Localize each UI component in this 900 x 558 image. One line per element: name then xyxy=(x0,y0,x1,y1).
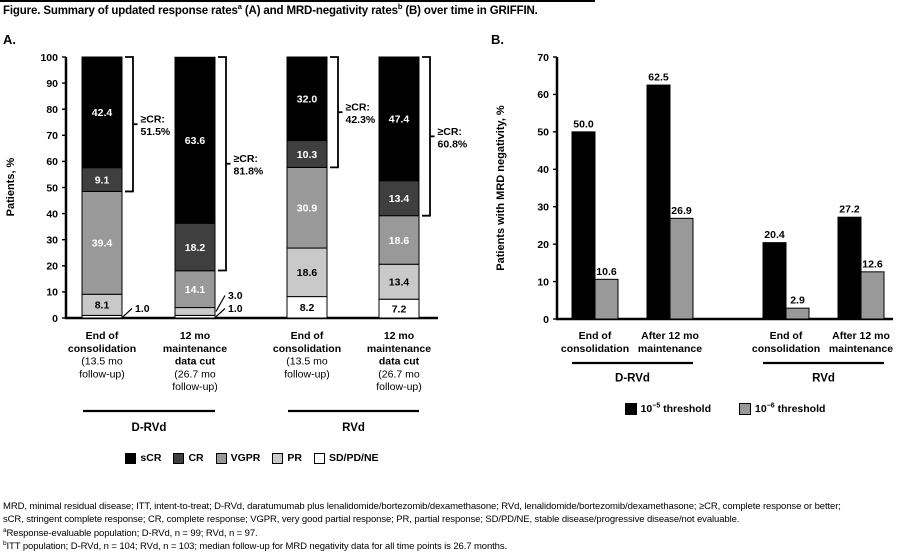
bar-value-label: 10.6 xyxy=(596,265,617,278)
y-tick-label: 10 xyxy=(537,276,549,289)
legend-label: CR xyxy=(188,452,204,464)
legend-item-SD-PD-NE xyxy=(314,452,379,464)
superscript: a xyxy=(3,526,7,534)
x-tick-label: End of xyxy=(578,330,612,342)
cr-bracket xyxy=(330,57,338,167)
bar-value-label: 26.9 xyxy=(671,204,692,217)
x-tick-label: 12 mo xyxy=(383,330,415,342)
superscript: a xyxy=(237,2,242,12)
cr-bracket-label: ≥CR: xyxy=(345,101,370,114)
cr-bracket-label: 42.3% xyxy=(345,114,376,127)
bar-1-series-1 xyxy=(670,218,693,319)
y-tick-label: 60 xyxy=(537,89,549,102)
y-tick-label: 40 xyxy=(46,208,58,221)
x-tick-label: data cut xyxy=(378,355,420,368)
panel-a-chart xyxy=(0,30,480,480)
group-label: D-RVd xyxy=(615,372,650,385)
y-tick-label: 0 xyxy=(543,313,549,326)
y-tick-label: 50 xyxy=(46,182,58,195)
bar-0-series-0 xyxy=(572,132,595,319)
x-tick-label: (26.7 mo xyxy=(378,368,420,381)
x-tick-label: consolidation xyxy=(560,342,630,355)
segment-value-label: 63.6 xyxy=(184,135,206,148)
group-label: D-RVd xyxy=(131,422,167,434)
legend-item-threshold-2 xyxy=(739,403,825,415)
cr-bracket-label: ≥CR: xyxy=(140,113,165,126)
bar-1-segment-PR xyxy=(175,308,215,316)
x-tick-label: After 12 mo xyxy=(641,330,699,342)
legend-item-CR xyxy=(173,452,203,464)
segment-value-label: 14.1 xyxy=(184,283,206,296)
x-tick-label: follow-up) xyxy=(284,368,330,381)
y-tick-label: 50 xyxy=(537,126,549,139)
legend-swatch xyxy=(625,403,637,415)
bar-3-series-0 xyxy=(838,217,861,319)
bar-value-label: 20.4 xyxy=(764,229,785,242)
segment-value-label: 18.2 xyxy=(184,241,206,254)
x-tick-label: 12 mo xyxy=(179,330,211,342)
x-tick-label: End of xyxy=(769,330,803,342)
x-tick-label: follow-up) xyxy=(376,381,422,394)
segment-value-label: 18.6 xyxy=(388,234,410,247)
y-tick-label: 70 xyxy=(537,51,549,64)
legend-swatch xyxy=(272,453,283,464)
y-tick-label: 90 xyxy=(46,77,58,90)
legend-label: sCR xyxy=(140,452,162,464)
x-tick-label: maintenance xyxy=(366,342,432,355)
x-tick-label: After 12 mo xyxy=(832,330,890,342)
x-tick-label: (13.5 mo xyxy=(286,355,328,368)
panel-b-label: B. xyxy=(491,32,504,47)
bar-value-label: 62.5 xyxy=(648,71,669,84)
y-tick-label: 100 xyxy=(40,51,58,64)
legend-swatch xyxy=(739,403,751,415)
y-axis-title: Patients, % xyxy=(5,157,17,217)
x-tick-label: (13.5 mo xyxy=(81,355,123,368)
bar-0-series-1 xyxy=(595,279,618,319)
segment-value-label: 13.4 xyxy=(388,193,410,206)
outside-value-label: 1.0 xyxy=(228,303,243,315)
panel-a-legend xyxy=(66,452,438,464)
segment-value-label: 7.2 xyxy=(391,303,407,316)
superscript: b xyxy=(397,2,403,12)
legend-label: $10^{-6}$ threshold xyxy=(755,402,826,415)
bar-value-label: 12.6 xyxy=(862,258,883,271)
leader-line xyxy=(123,309,132,317)
segment-value-label: 8.2 xyxy=(299,302,315,315)
legend-label: VGPR xyxy=(230,452,261,464)
legend-swatch xyxy=(173,453,184,464)
cr-bracket xyxy=(422,57,430,216)
legend-swatch xyxy=(125,453,136,464)
y-tick-label: 70 xyxy=(46,130,58,143)
x-tick-label: (26.7 mo xyxy=(174,368,216,381)
y-tick-label: 0 xyxy=(52,312,58,325)
x-tick-label: data cut xyxy=(174,355,216,368)
cr-bracket xyxy=(218,57,226,270)
y-tick-label: 30 xyxy=(46,234,58,247)
figure-title: Figure. Summary of updated response rates$^a$ (A) and MRD-negativity rates$^b$ (B) over time in GRIFFIN. xyxy=(3,2,538,17)
legend-item-VGPR xyxy=(216,452,261,464)
bar-2-series-0 xyxy=(763,243,786,319)
segment-value-label: 39.4 xyxy=(91,237,113,250)
bar-value-label: 27.2 xyxy=(839,203,860,216)
x-tick-label: consolidation xyxy=(751,342,821,355)
cr-bracket-label: ≥CR: xyxy=(437,125,462,138)
footnote-line-1: MRD, minimal residual disease; ITT, intent-to-treat; D-RVd, daratumumab plus lenalidomide/bortezomib/dexamethasone; RVd, lenalidomide/bortezomib/dexamethasone; ≥CR, complete response or better; xyxy=(3,501,841,512)
superscript: −6 xyxy=(766,402,775,410)
cr-bracket xyxy=(125,57,133,191)
segment-value-label: 32.0 xyxy=(296,93,318,106)
x-tick-label: follow-up) xyxy=(172,381,218,394)
y-tick-label: 20 xyxy=(46,260,58,273)
y-tick-label: 60 xyxy=(46,156,58,169)
group-label: RVd xyxy=(342,422,365,434)
cr-bracket-label: 51.5% xyxy=(140,126,171,139)
outside-value-label: 3.0 xyxy=(228,290,243,302)
legend-label: SD/PD/NE xyxy=(328,452,379,464)
superscript: −5 xyxy=(652,402,661,410)
outside-value-label: 1.0 xyxy=(135,303,150,315)
segment-value-label: 18.6 xyxy=(296,267,318,280)
x-tick-label: maintenance xyxy=(637,342,703,355)
bar-1-series-0 xyxy=(647,85,670,319)
x-tick-label: follow-up) xyxy=(79,368,125,381)
x-tick-label: consolidation xyxy=(272,342,342,355)
y-tick-label: 20 xyxy=(537,238,549,251)
x-tick-label: End of xyxy=(290,330,324,342)
footnote-line-4: $^b$ITT population; D-RVd, n = 104; RVd, n = 103; median follow-up for MRD negativity data for all time points is 26.7 months. xyxy=(3,540,508,553)
footnote-line-3: $^a$Response-evaluable population; D-RVd, n = 99; RVd, n = 97. xyxy=(3,526,258,539)
y-axis-title: Patients with MRD negativity, % xyxy=(495,105,507,271)
segment-value-label: 42.4 xyxy=(91,107,113,120)
cr-bracket-label: 60.8% xyxy=(437,138,468,151)
legend-label: $10^{-5}$ threshold xyxy=(640,402,711,415)
panel-b-legend xyxy=(557,403,893,415)
superscript: b xyxy=(3,540,7,548)
legend-item-sCR xyxy=(125,452,161,464)
y-tick-label: 10 xyxy=(46,286,58,299)
footnotes xyxy=(3,500,897,554)
x-tick-label: maintenance xyxy=(162,342,228,355)
segment-value-label: 8.1 xyxy=(94,299,110,312)
legend-swatch xyxy=(314,453,325,464)
y-tick-label: 30 xyxy=(537,201,549,214)
top-edge-strip xyxy=(0,0,595,2)
x-tick-label: consolidation xyxy=(67,342,137,355)
y-tick-label: 40 xyxy=(537,164,549,177)
legend-label: PR xyxy=(287,452,302,464)
cr-bracket-label: 81.8% xyxy=(233,165,264,178)
segment-value-label: 10.3 xyxy=(296,148,318,161)
segment-value-label: 47.4 xyxy=(388,113,410,126)
footnote-line-2: sCR, stringent complete response; CR, complete response; VGPR, very good partial response; PR, partial response; SD/PD/NE, stable disease/progressive disease/not evaluable. xyxy=(3,514,740,526)
legend-swatch xyxy=(216,453,227,464)
cr-bracket-label: ≥CR: xyxy=(233,153,258,166)
x-tick-label: End of xyxy=(85,330,119,342)
bar-3-series-1 xyxy=(861,272,884,319)
y-tick-label: 80 xyxy=(46,104,58,116)
bar-value-label: 2.9 xyxy=(790,294,805,307)
group-label: RVd xyxy=(812,372,835,385)
segment-value-label: 13.4 xyxy=(388,276,410,289)
segment-value-label: 9.1 xyxy=(94,174,110,187)
legend-item-PR xyxy=(272,452,302,464)
panel-a-label: A. xyxy=(3,32,16,47)
x-tick-label: maintenance xyxy=(828,342,894,355)
segment-value-label: 30.9 xyxy=(296,202,318,215)
bar-2-series-1 xyxy=(786,308,809,319)
legend-item-threshold-1 xyxy=(625,403,711,415)
bar-value-label: 50.0 xyxy=(573,118,594,131)
